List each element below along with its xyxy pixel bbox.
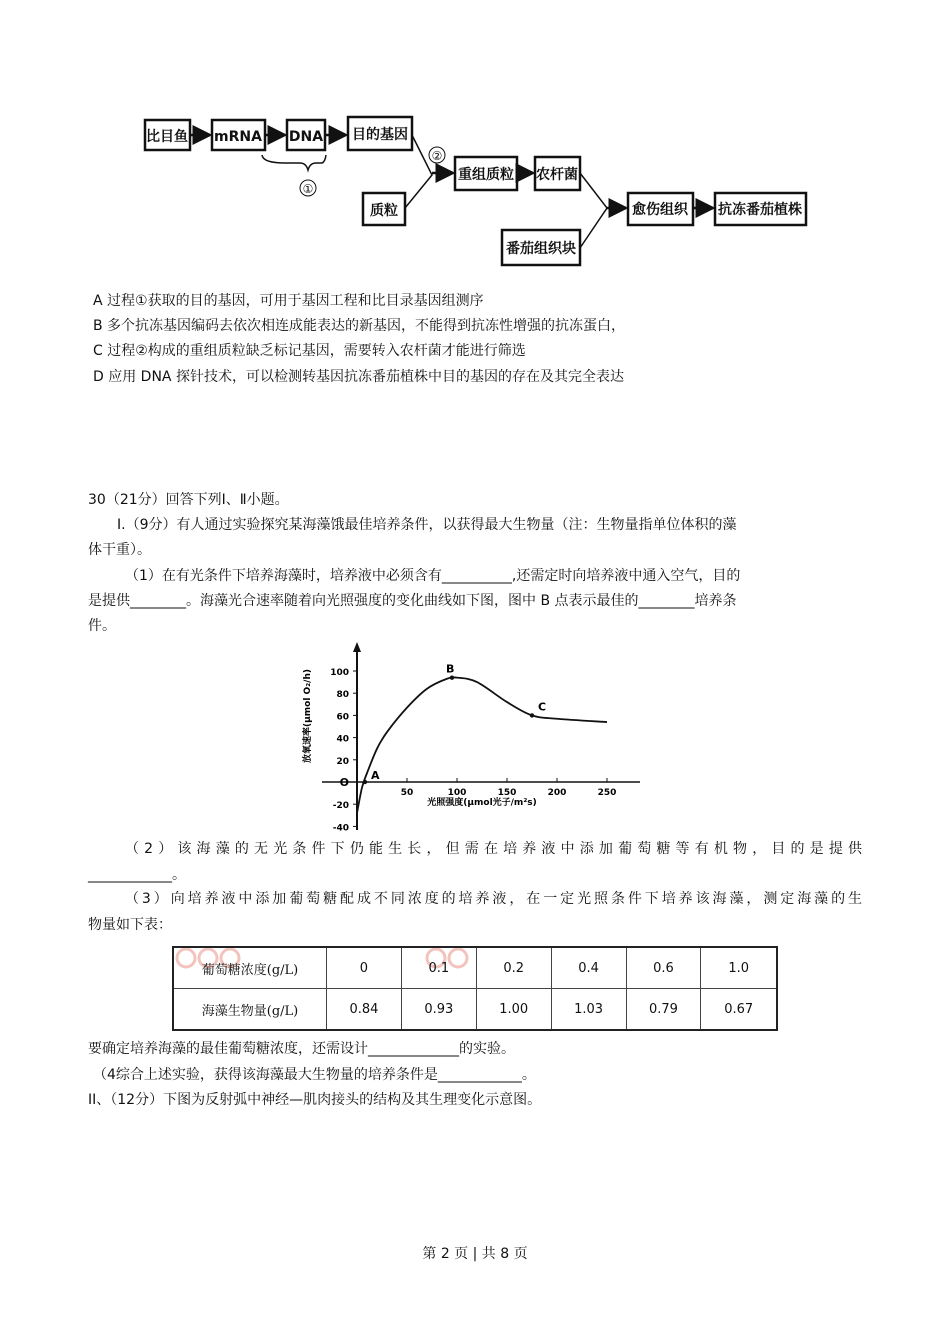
- table-cell: 1.00: [476, 989, 551, 1031]
- origin-label: O: [339, 776, 349, 789]
- table-cell: 1.0: [701, 947, 777, 989]
- table-row: [173, 989, 777, 1031]
- box-plasmid: 质粒: [370, 203, 398, 219]
- q2-line2: ____________。: [88, 867, 186, 883]
- part1-intro-cont: 体干重）。: [88, 542, 151, 558]
- point-c: [530, 713, 534, 717]
- box-flounder: 比目鱼: [146, 129, 188, 145]
- x-tick-label: 150: [497, 788, 517, 798]
- y-tick-label: 80: [336, 690, 349, 701]
- series-line: [357, 677, 607, 813]
- q1-line1: （1）在有光条件下培养海藻时，培养液中必须含有__________,还需定时向培养液中通入空气，目的: [125, 568, 741, 584]
- y-tick-label: 40: [336, 734, 349, 745]
- point-label-b: B: [446, 662, 455, 676]
- q3-line3: 要确定培养海藻的最佳葡萄糖浓度，还需设计_____________的实验。: [88, 1041, 515, 1057]
- x-tick-label: 50: [400, 788, 414, 798]
- question-30-title: 30（21分）回答下列Ⅰ、Ⅱ小题。: [88, 492, 289, 508]
- table-cell: 0.6: [626, 947, 701, 989]
- box-tomato-tissue: 番茄组织块: [506, 241, 576, 257]
- table-cell: 1.03: [551, 989, 626, 1031]
- x-tick-label: 250: [597, 788, 617, 798]
- box-target-gene: 目的基因: [352, 127, 408, 143]
- y-tick-label: -20: [332, 801, 349, 812]
- step-2-label: ②: [431, 149, 443, 163]
- table-cell: 0.79: [626, 989, 701, 1031]
- q3-line1: （3）向培养液中添加葡萄糖配成不同浓度的培养液，在一定光照条件下培养该海藻，测定海藻的生: [125, 891, 862, 907]
- page-footer: 第 2 页 | 共 8 页: [422, 1246, 528, 1262]
- point-b: [450, 675, 454, 679]
- box-mrna: mRNA: [214, 129, 262, 145]
- option-b: B 多个抗冻基因编码去依次相连成能表达的新基因，不能得到抗冻性增强的抗冻蛋白，: [93, 318, 626, 334]
- table-row: [173, 947, 777, 989]
- y-axis-arrow: [353, 642, 361, 652]
- y-axis-label: 放氧速率(μmol O₂/h): [303, 669, 313, 763]
- point-label-c: C: [538, 700, 547, 714]
- q1-line2: 是提供________。海藻光合速率随着向光照强度的变化曲线如下图，图中 B 点表示最佳的________培养条: [88, 593, 737, 609]
- x-tick-label: 200: [547, 788, 567, 798]
- table-cell: 0.2: [476, 947, 551, 989]
- table-cell: 0.4: [551, 947, 626, 989]
- table-cell: 0.67: [701, 989, 777, 1031]
- y-tick-label: 60: [336, 712, 349, 723]
- x-axis-label: 光照强度(μmol光子/m²s): [427, 798, 537, 808]
- box-dna: DNA: [288, 129, 324, 145]
- option-c: C 过程②构成的重组质粒缺乏标记基因，需要转入农杆菌才能进行筛选: [93, 343, 526, 359]
- part1-intro: Ⅰ.（9分）有人通过实验探究某海藻饿最佳培养条件，以获得最大生物量（注：生物量指单位体积的藻: [117, 517, 737, 533]
- box-callus: 愈伤组织: [632, 202, 688, 218]
- point-label-a: A: [371, 769, 380, 782]
- glucose-biomass-table: [172, 946, 778, 1031]
- option-a: A 过程①获取的目的基因，可用于基因工程和比目录基因组测序: [93, 293, 484, 309]
- box-antifreeze-tomato: 抗冻番茄植株: [718, 202, 802, 218]
- box-recombinant-plasmid: 重组质粒: [458, 167, 514, 183]
- option-d: D 应用 DNA 探针技术，可以检测转基因抗冻番茄植株中目的基因的存在及其完全表达: [93, 369, 624, 385]
- point-a: [363, 780, 367, 784]
- part2-intro: II、（12分）下图为反射弧中神经—肌肉接头的结构及其生理变化示意图。: [88, 1092, 542, 1108]
- step-1-label: ①: [302, 182, 314, 196]
- x-tick-label: 100: [447, 788, 467, 798]
- table-cell: 0.93: [401, 989, 476, 1031]
- row-header: 葡萄糖浓度(g/L): [173, 947, 327, 989]
- q2-line1: （2）该海藻的无光条件下仍能生长，但需在培养液中添加葡萄糖等有机物，目的是提供: [125, 841, 862, 857]
- box-agrobacterium: 农杆菌: [536, 167, 578, 183]
- y-tick-label: -40: [332, 823, 349, 834]
- table-cell: 0.84: [327, 989, 402, 1031]
- row-header: 海藻生物量(g/L): [173, 989, 327, 1031]
- q3-line2: 物量如下表：: [88, 917, 172, 933]
- table-cell: 0: [327, 947, 402, 989]
- q4-line: （4综合上述实验，获得该海藻最大生物量的培养条件是____________。: [93, 1067, 536, 1083]
- table-cell: 0.1: [401, 947, 476, 989]
- q1-line3: 件。: [88, 618, 116, 634]
- y-tick-label: 20: [336, 756, 349, 767]
- y-tick-label: 100: [330, 668, 349, 678]
